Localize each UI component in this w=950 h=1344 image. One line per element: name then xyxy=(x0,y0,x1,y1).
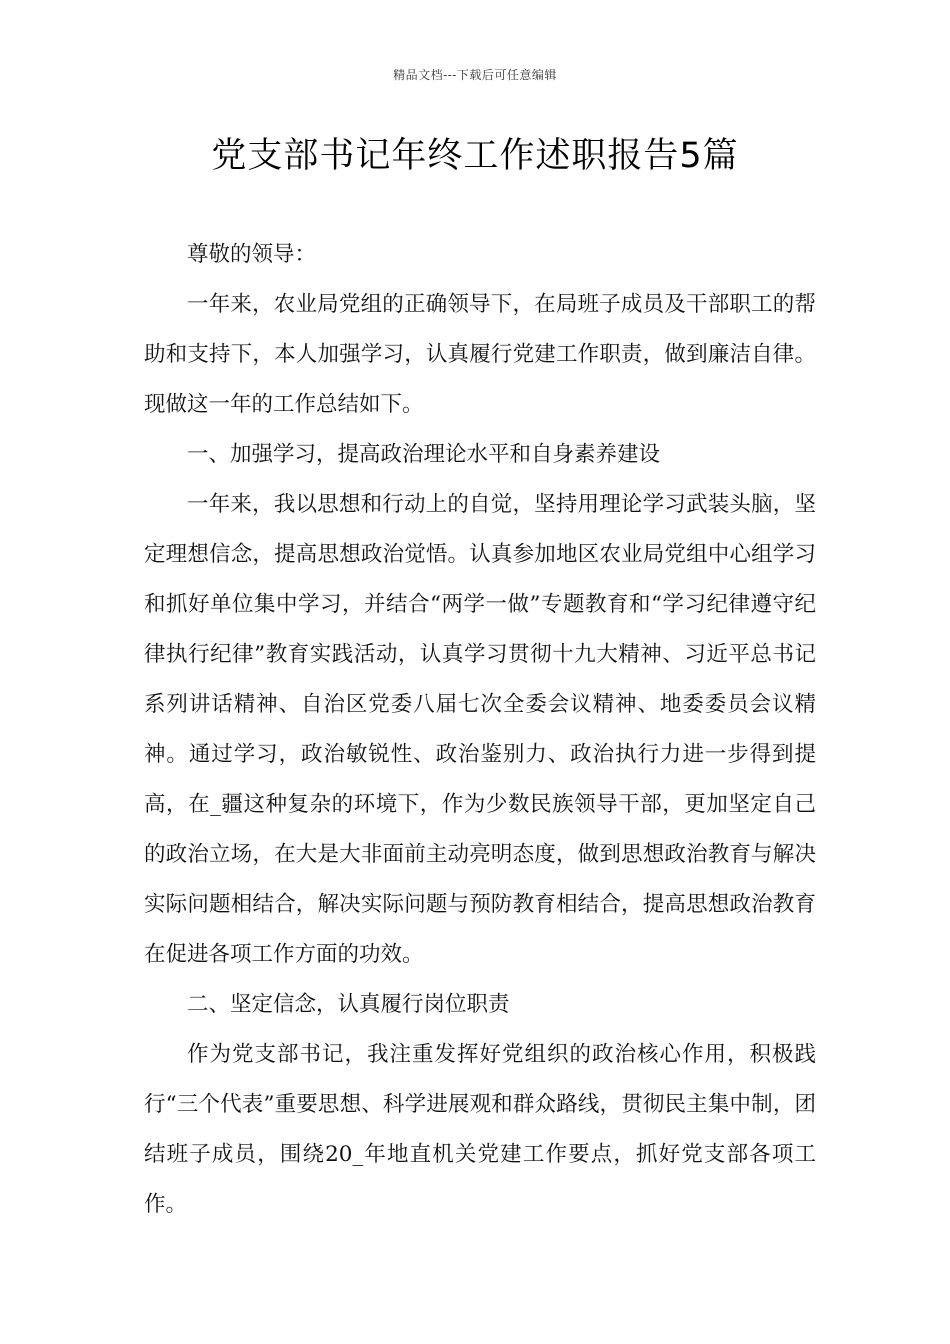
header-note: 精品文档---下载后可任意编辑 xyxy=(393,68,557,82)
document-title: 党支部书记年终工作述职报告5篇 xyxy=(211,136,739,176)
section-heading-2: 二、坚定信念，认真履行岗位职责 xyxy=(187,992,510,1017)
paragraph-section-1: 一年来，我以思想和行动上的自觉，坚持用理论学习武装头脑，坚定理想信念，提高思想政治觉悟。认真参加地区农业局党组中心组学习和抓好单位集中学习，并结合“两学一做”专题教育和“学习纪律遵守纪律执行纪律”教育实践活动，认真学习贯彻十九大精神、习近平总书记系列讲话精神、自治区党委八届七次全委会议精神、地委委员会议精神。通过学习，政治敏锐性、政治鉴别力、政治执行力进一步得到提高，在_疆这种复杂的环境下，作为少数民族领导干部，更加坚定自己的政治立场，在大是大非面前主动亮明态度，做到思想政治教育与解决实际问题相结合，解决实际问题与预防教育相结合，提高思想政治教育在促进各项工作方面的功效。 xyxy=(144,492,816,967)
paragraph-intro: 一年来，农业局党组的正确领导下，在局班子成员及干部职工的帮助和支持下，本人加强学习，认真履行党建工作职责，做到廉洁自律。现做这一年的工作总结如下。 xyxy=(144,292,816,417)
section-heading-1: 一、加强学习，提高政治理论水平和自身素养建设 xyxy=(187,442,661,467)
document-body xyxy=(144,230,816,1230)
paragraph-section-2: 作为党支部书记，我注重发挥好党组织的政治核心作用，积极践行“三个代表”重要思想、科学进展观和群众路线，贯彻民主集中制，团结班子成员，围绕20_年地直机关党建工作要点，抓好党支部各项工作。 xyxy=(144,1042,816,1217)
salutation: 尊敬的领导： xyxy=(187,242,317,267)
